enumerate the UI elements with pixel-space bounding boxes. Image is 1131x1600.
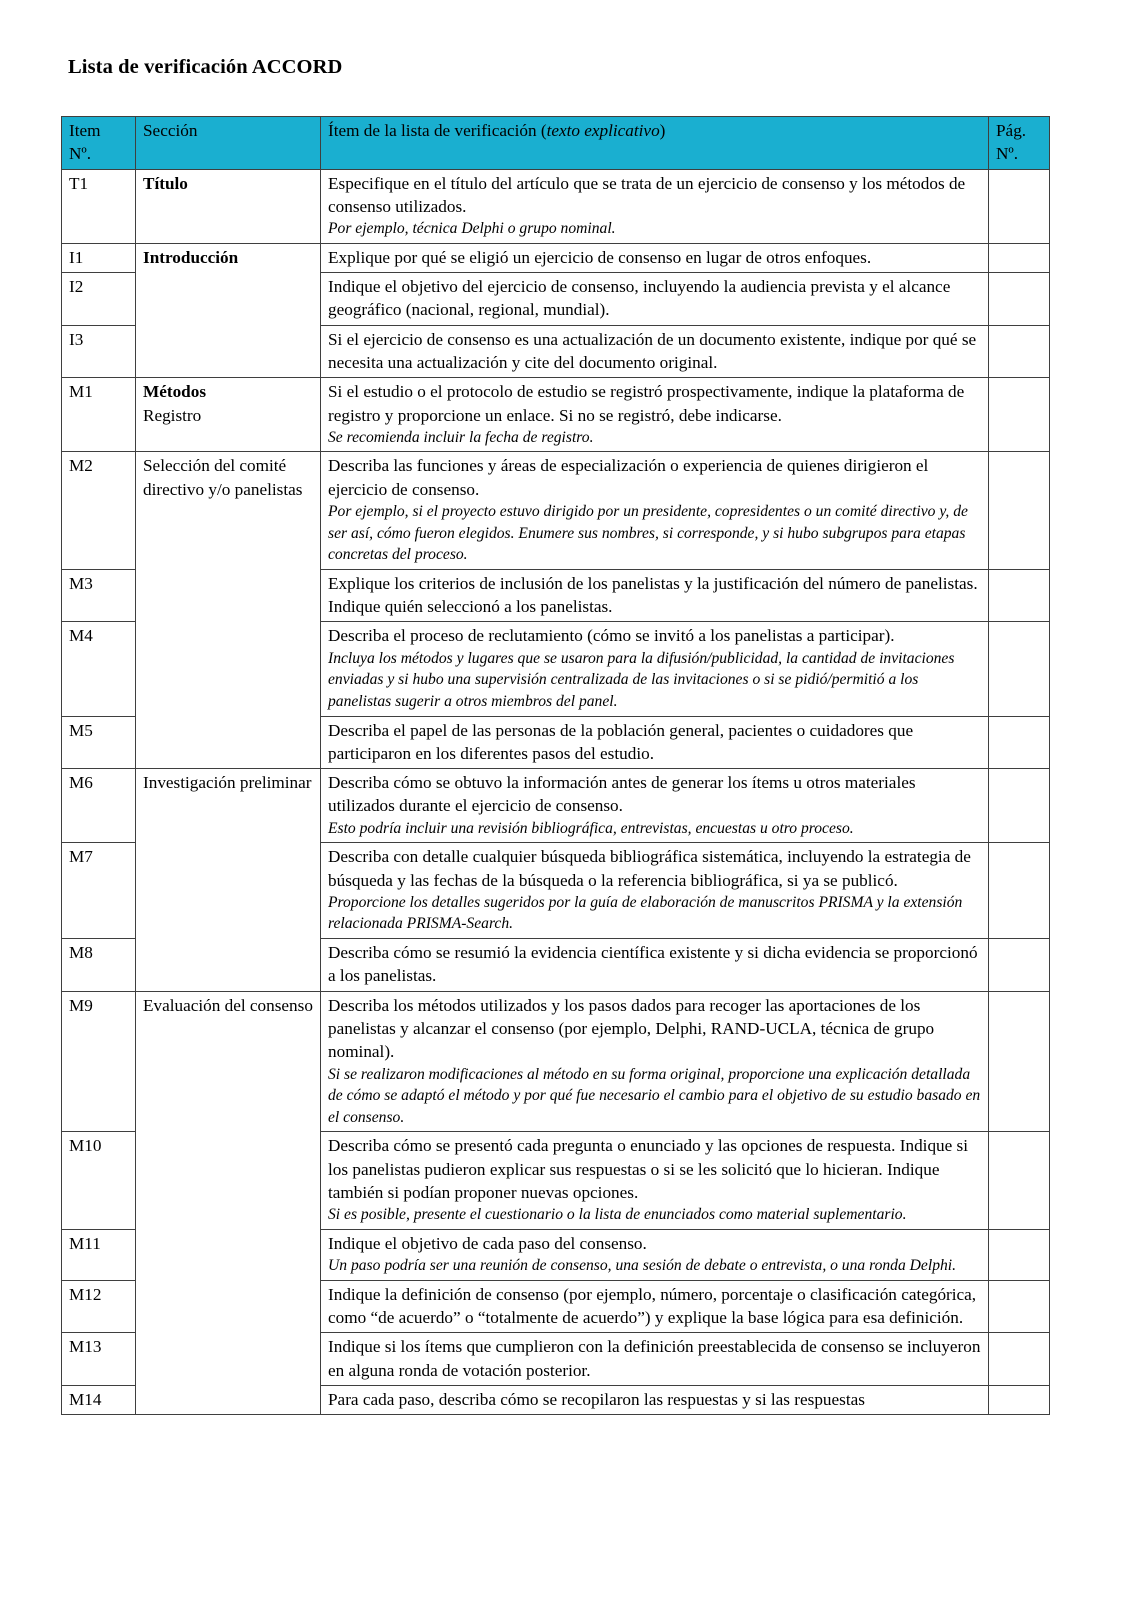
row-section-label: Métodos: [143, 382, 207, 402]
row-checklist-main: Describa con detalle cualquier búsqueda bibliográfica sistemática, incluyendo la estrategia de búsqueda y las fechas de la búsqueda o la referencia bibliográfica, si ya se publicó.: [328, 847, 971, 890]
row-checklist-main: Describa cómo se obtuvo la información antes de generar los ítems u otros materiales utilizados durante el ejercicio de consenso.: [328, 773, 916, 816]
row-item-number: I3: [62, 325, 136, 378]
row-checklist-main: Explique los criterios de inclusión de los panelistas y la justificación del número de panelistas. Indique quién seleccionó a los panelistas.: [328, 573, 978, 617]
column-header-checklist-prefix: Ítem de la lista de verificación (: [328, 121, 547, 140]
row-checklist-text: [321, 939, 989, 992]
column-header-page-line1: Pág.: [996, 121, 1027, 140]
row-page-number-cell[interactable]: [989, 1132, 1050, 1229]
table-body: [62, 169, 1050, 1415]
row-section-label: Título: [143, 173, 188, 193]
row-section-sublabel: Registro: [143, 405, 202, 425]
column-header-item-number: [62, 117, 136, 170]
row-section-label: Introducción: [143, 247, 239, 267]
table-row: [62, 378, 1050, 452]
row-page-number-cell[interactable]: [989, 991, 1050, 1132]
row-checklist-text: [321, 243, 989, 272]
row-checklist-explanatory-note: Por ejemplo, si el proyecto estuvo dirigido por un presidente, copresidentes o un comité directivo y, de ser así, cómo fueron elegidos. Enumere sus nombres, si corresponde, y si hubo subgrupos para etapas concretas del proceso.: [328, 503, 968, 564]
table-header: [62, 117, 1050, 170]
row-item-number: M9: [62, 991, 136, 1132]
row-page-number-cell[interactable]: [989, 1333, 1050, 1386]
column-header-checklist-item: [321, 117, 989, 170]
row-checklist-main: Si el estudio o el protocolo de estudio se registró prospectivamente, indique la plataforma de registro y proporcione un enlace. Si no se registró, debe indicarse.: [328, 382, 965, 425]
row-checklist-text: [321, 1229, 989, 1280]
row-checklist-text: [321, 1132, 989, 1229]
row-section: [136, 169, 321, 243]
row-item-number: M12: [62, 1280, 136, 1333]
row-checklist-explanatory-note: Proporcione los detalles sugeridos por la guía de elaboración de manuscritos PRISMA y la extensión relacionada PRISMA-Search.: [328, 893, 963, 933]
row-section-label: Evaluación del consenso: [143, 995, 313, 1015]
row-section: [136, 452, 321, 769]
row-checklist-explanatory-note: Si se realizaron modificaciones al método en su forma original, proporcione una explicación detallada de cómo se adaptó el método y por qué fue necesario el cambio para el objetivo de su estudio basado en el consenso.: [328, 1065, 981, 1126]
row-page-number-cell[interactable]: [989, 1229, 1050, 1280]
row-checklist-text: [321, 569, 989, 622]
row-checklist-main: Indique el objetivo del ejercicio de consenso, incluyendo la audiencia prevista y el alcance geográfico (nacional, regional, mundial).: [328, 277, 951, 320]
row-checklist-text: [321, 716, 989, 769]
table-row: [62, 452, 1050, 569]
row-page-number-cell[interactable]: [989, 243, 1050, 272]
row-item-number: M6: [62, 769, 136, 843]
column-header-page-number: [989, 117, 1050, 170]
accord-checklist-table: [61, 116, 1050, 1415]
row-item-number: T1: [62, 169, 136, 243]
column-header-item-line1: Item: [69, 121, 101, 140]
row-checklist-text: [321, 1280, 989, 1333]
table-header-row: [62, 117, 1050, 170]
row-item-number: M4: [62, 622, 136, 716]
row-checklist-main: Indique la definición de consenso (por ejemplo, número, porcentaje o clasificación categórica, como “de acuerdo” o “totalmente de acuerdo”) y explique la base lógica para esa definición.: [328, 1284, 977, 1327]
table-row: [62, 169, 1050, 243]
row-page-number-cell[interactable]: [989, 325, 1050, 378]
row-page-number-cell[interactable]: [989, 939, 1050, 992]
row-checklist-explanatory-note: Incluya los métodos y lugares que se usaron para la difusión/publicidad, la cantidad de invitaciones enviadas y si hubo una supervisión centralizada de las invitaciones o si se pidió/permitió a los panelistas sugerir a otros miembros del panel.: [328, 649, 955, 710]
row-item-number: M7: [62, 843, 136, 939]
row-checklist-text: [321, 769, 989, 843]
row-checklist-text: [321, 1385, 989, 1414]
row-checklist-main: Describa las funciones y áreas de especialización o experiencia de quienes dirigieron el ejercicio de consenso.: [328, 456, 929, 499]
row-item-number: M14: [62, 1385, 136, 1414]
row-checklist-main: Para cada paso, describa cómo se recopilaron las respuestas y si las respuestas: [328, 1389, 865, 1409]
row-checklist-explanatory-note: Si es posible, presente el cuestionario o la lista de enunciados como material suplementario.: [328, 1206, 907, 1224]
row-page-number-cell[interactable]: [989, 273, 1050, 326]
row-checklist-main: Indique si los ítems que cumplieron con la definición preestablecida de consenso se incluyeron en alguna ronda de votación posterior.: [328, 1337, 981, 1380]
row-section: [136, 769, 321, 992]
row-section: [136, 243, 321, 377]
row-checklist-explanatory-note: Por ejemplo, técnica Delphi o grupo nominal.: [328, 220, 616, 238]
row-item-number: M5: [62, 716, 136, 769]
row-checklist-main: Describa el proceso de reclutamiento (cómo se invitó a los panelistas a participar).: [328, 626, 895, 646]
row-checklist-text: [321, 1333, 989, 1386]
row-page-number-cell[interactable]: [989, 569, 1050, 622]
row-item-number: M10: [62, 1132, 136, 1229]
row-page-number-cell[interactable]: [989, 1280, 1050, 1333]
column-header-checklist-italic: texto explicativo: [546, 121, 660, 140]
row-checklist-text: [321, 991, 989, 1132]
row-item-number: M8: [62, 939, 136, 992]
column-header-page-line2: Nº.: [996, 144, 1019, 164]
row-checklist-explanatory-note: Esto podría incluir una revisión bibliográfica, entrevistas, encuestas u otro proceso.: [328, 819, 854, 837]
row-item-number: M3: [62, 569, 136, 622]
row-checklist-explanatory-note: Un paso podría ser una reunión de consenso, una sesión de debate o entrevista, o una ronda Delphi.: [328, 1257, 957, 1275]
row-page-number-cell[interactable]: [989, 622, 1050, 716]
column-header-checklist-suffix: ): [659, 121, 666, 140]
page-title: Lista de verificación ACCORD: [68, 56, 343, 78]
row-item-number: I1: [62, 243, 136, 272]
row-checklist-main: Indique el objetivo de cada paso del consenso.: [328, 1233, 647, 1253]
column-header-section: Sección: [136, 117, 321, 170]
row-page-number-cell[interactable]: [989, 1385, 1050, 1414]
table-row: [62, 991, 1050, 1132]
row-item-number: I2: [62, 273, 136, 326]
table-row: [62, 769, 1050, 843]
row-page-number-cell[interactable]: [989, 843, 1050, 939]
row-section-label: Selección del comité directivo y/o panelistas: [143, 456, 303, 499]
row-checklist-main: Describa cómo se presentó cada pregunta o enunciado y las opciones de respuesta. Indique si los panelistas pudieron explicar sus respuestas o si se les solicitó que lo hicieran. Indique también si podían proponer nuevas opciones.: [328, 1136, 969, 1202]
row-checklist-main: Especifique en el título del artículo que se trata de un ejercicio de consenso y los métodos de consenso utilizados.: [328, 173, 966, 216]
row-section: [136, 378, 321, 452]
row-checklist-main: Explique por qué se eligió un ejercicio de consenso en lugar de otros enfoques.: [328, 247, 872, 267]
row-checklist-text: [321, 169, 989, 243]
row-checklist-text: [321, 273, 989, 326]
row-item-number: M11: [62, 1229, 136, 1280]
row-page-number-cell[interactable]: [989, 452, 1050, 569]
row-section: [136, 991, 321, 1415]
table-row: [62, 243, 1050, 272]
row-checklist-text: [321, 378, 989, 452]
row-item-number: M1: [62, 378, 136, 452]
row-page-number-cell[interactable]: [989, 716, 1050, 769]
row-checklist-main: Si el ejercicio de consenso es una actualización de un documento existente, indique por qué se necesita una actualización y cite del documento original.: [328, 329, 977, 372]
row-checklist-text: [321, 843, 989, 939]
row-checklist-text: [321, 452, 989, 569]
row-page-number-cell[interactable]: [989, 169, 1050, 243]
row-checklist-main: Describa cómo se resumió la evidencia científica existente y si dicha evidencia se proporcionó a los panelistas.: [328, 943, 978, 986]
row-item-number: M13: [62, 1333, 136, 1386]
row-checklist-text: [321, 622, 989, 716]
row-checklist-explanatory-note: Se recomienda incluir la fecha de registro.: [328, 428, 594, 446]
row-page-number-cell[interactable]: [989, 378, 1050, 452]
row-section-label: Investigación preliminar: [143, 773, 312, 793]
column-header-item-line2: Nº.: [69, 144, 92, 164]
row-checklist-main: Describa los métodos utilizados y los pasos dados para recoger las aportaciones de los panelistas y alcanzar el consenso (por ejemplo, Delphi, RAND-UCLA, técnica de grupo nominal).: [328, 995, 935, 1062]
row-page-number-cell[interactable]: [989, 769, 1050, 843]
row-item-number: M2: [62, 452, 136, 569]
row-checklist-main: Describa el papel de las personas de la población general, pacientes o cuidadores que participaron en los diferentes pasos del estudio.: [328, 720, 914, 763]
row-checklist-text: [321, 325, 989, 378]
